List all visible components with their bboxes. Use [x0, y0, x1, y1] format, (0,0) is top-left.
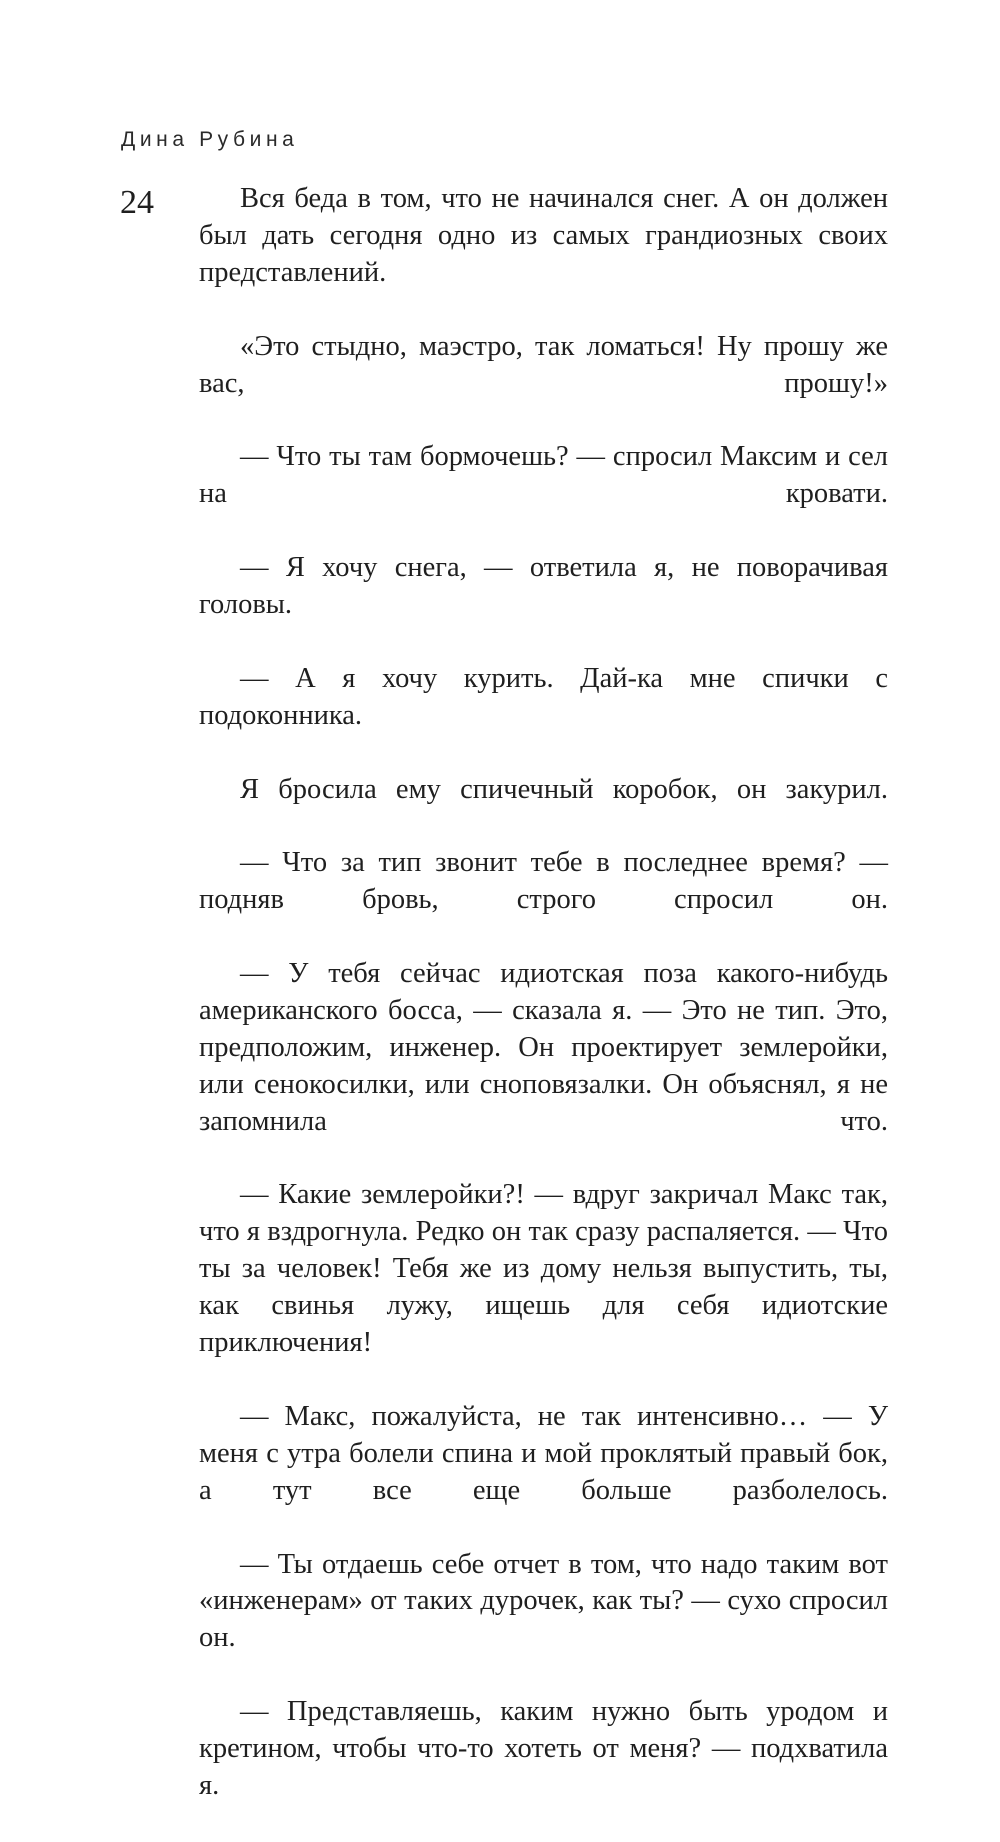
paragraph	[199, 661, 888, 772]
text-line: сил он.	[199, 1585, 888, 1654]
text-line: был дать сегодня одно из самых грандиозных своих	[199, 219, 888, 251]
text-line: как свинья лужу, ищешь для себя идиотские приклю	[199, 1290, 888, 1359]
text-line: предположим, инженер. Он проектирует землеройки,	[199, 1031, 888, 1063]
paragraph	[199, 1547, 888, 1695]
text-line: ты за человек! Тебя же из дому нельзя выпустить, ты,	[199, 1253, 888, 1285]
text-line: ника.	[298, 699, 363, 731]
text-line: — Представляешь, каким нужно быть уродом	[240, 1696, 855, 1728]
paragraph	[199, 1694, 888, 1842]
paragraph	[199, 181, 888, 329]
text-line: — Ты отдаешь себе отчет в том, что надо таким вот	[240, 1548, 888, 1580]
text-line: — Я хочу снега, — ответила я, не поворачивая го	[199, 552, 888, 620]
paragraph	[199, 550, 888, 661]
text-line: подняв бровь, строго спросил он.	[199, 884, 888, 916]
paragraph	[199, 956, 888, 1177]
paragraph	[199, 439, 888, 550]
body-text	[199, 181, 888, 1842]
paragraph	[199, 1177, 888, 1398]
text-line: «Это стыдно, маэстро, так ломаться! Ну прошу же	[240, 330, 888, 362]
text-line: с утра болели спина и мой проклятый правый бок, а тут	[199, 1437, 888, 1506]
paragraph	[199, 772, 888, 846]
text-line: — Макс, пожалуйста, не так интенсивно… — У меня	[199, 1400, 888, 1469]
text-line: все еще больше разболелось.	[372, 1474, 889, 1506]
text-line: ловы.	[223, 588, 293, 620]
text-line: — У тебя сейчас идиотская поза какого-нибудь	[240, 958, 888, 990]
text-line: запомнила что.	[199, 1105, 888, 1137]
running-head-author: Дина Рубина	[121, 128, 299, 151]
text-line: Я бросила ему спичечный коробок, он закурил.	[240, 773, 888, 805]
text-line: чения!	[292, 1327, 373, 1359]
text-line: представлений.	[199, 256, 387, 288]
text-line: Вся беда в том, что не начинался снег. А он должен	[240, 183, 888, 214]
text-line: — Что за тип звонит тебе в последнее время? —	[240, 847, 888, 879]
text-line: вас, прошу!»	[199, 367, 888, 399]
text-line: «инженерам» от таких дурочек, как ты? — сухо спро	[199, 1585, 846, 1617]
text-line: американского босса, — сказала я. — Это не тип. Это,	[199, 994, 888, 1026]
paragraph	[199, 1399, 888, 1547]
text-line: тила я.	[199, 1733, 888, 1801]
paragraph	[199, 845, 888, 956]
text-line: — Что ты там бормочешь? — спросил Максим и сел	[240, 441, 888, 473]
text-line: или сенокосилки, или сноповязалки. Он объяснял, я не	[199, 1068, 888, 1100]
text-line: — А я хочу курить. Дай-ка мне спички с подокон	[199, 662, 888, 731]
text-line: — Какие землеройки?! — вдруг закричал Макс так,	[240, 1179, 888, 1211]
page-number: 24	[120, 184, 154, 221]
text-line: и кретином, чтобы что-то хотеть от меня? — подхва	[199, 1696, 888, 1765]
text-line: на кровати.	[199, 478, 888, 510]
text-line: что я вздрогнула. Редко он так сразу распаляется. — Что	[199, 1216, 888, 1248]
paragraph	[199, 329, 888, 440]
